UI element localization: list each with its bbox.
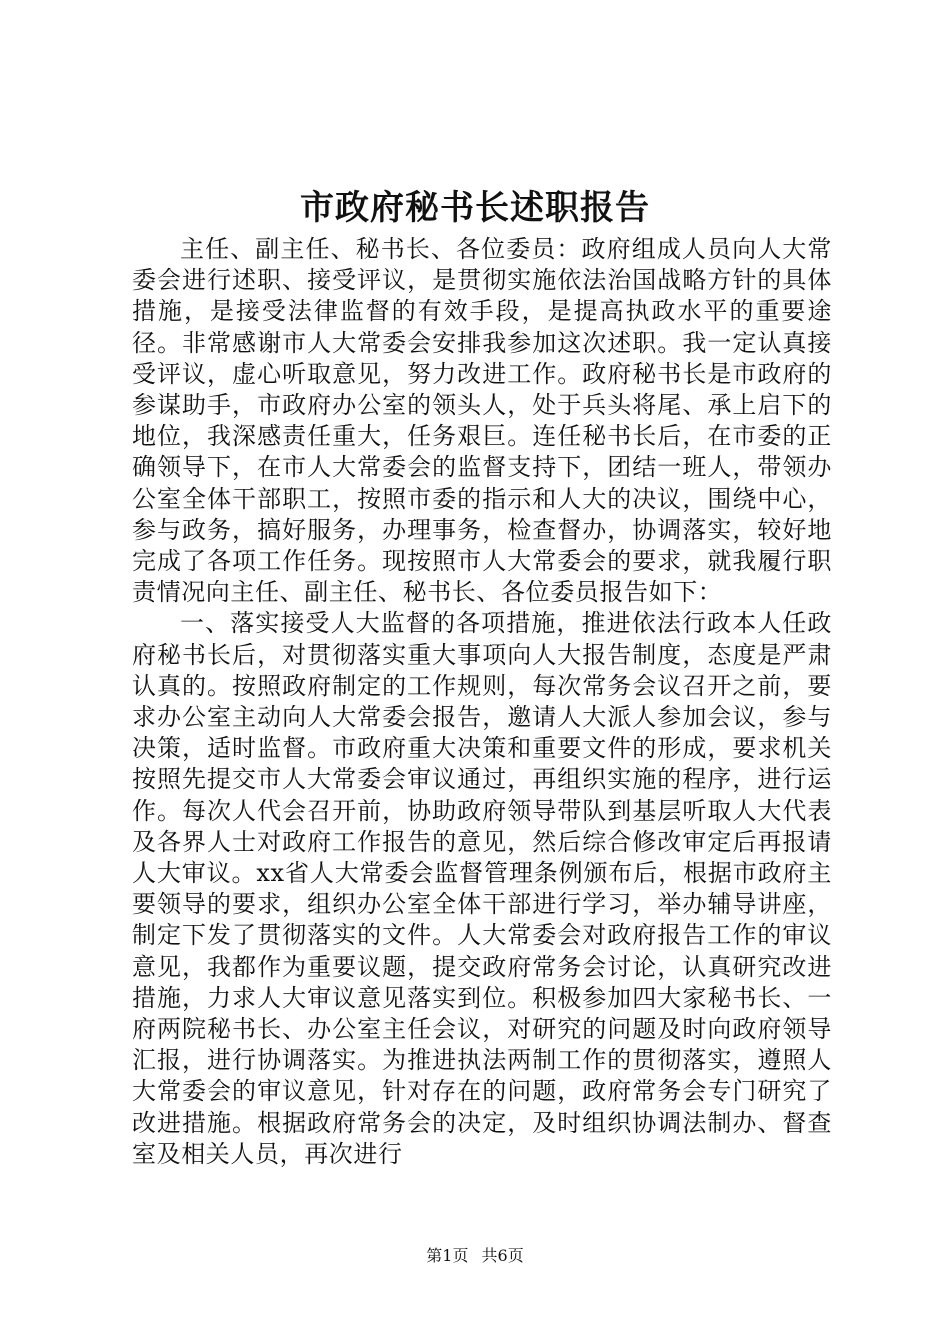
page-footer [0,1244,950,1268]
document-body [132,234,832,1170]
page-total: 共6页 [481,1246,524,1265]
document-title: 市政府秘书长述职报告 [300,188,650,228]
page-number: 第1页 [426,1246,469,1265]
paragraph-intro: 主任、副主任、秘书长、各位委员：政府组成人员向人大常委会进行述职、接受评议，是贯彻实施依法治国战略方针的具体措施，是接受法律监督的有效手段，是提高执政水平的重要途径。非常感谢市人大常委会安排我参加这次述职。我一定认真接受评议，虚心听取意见，努力改进工作。政府秘书长是市政府的参谋助手，市政府办公室的领头人，处于兵头将尾、承上启下的地位，我深感责任重大，任务艰巨。连任秘书长后，在市委的正确领导下，在市人大常委会的监督支持下，团结一班人，带领办公室全体干部职工，按照市委的指示和人大的决议，围绕中心，参与政务，搞好服务，办理事务，检查督办，协调落实，较好地完成了各项工作任务。现按照市人大常委会的要求，就我履行职责情况向主任、副主任、秘书长、各位委员报告如下： [132,235,832,607]
paragraph-section-1: 一、落实接受人大监督的各项措施，推进依法行政本人任政府秘书长后，对贯彻落实重大事项向人大报告制度，态度是严肃认真的。按照政府制定的工作规则，每次常务会议召开之前，要求办公室主动向人大常委会报告，邀请人大派人参加会议，参与决策，适时监督。市政府重大决策和重要文件的形成，要求机关按照先提交市人大常委会审议通过，再组织实施的程序，进行运作。每次人代会召开前，协助政府领导带队到基层听取人大代表及各界人士对政府工作报告的意见，然后综合修改审定后再报请人大审议。xx省人大常委会监督管理条例颁布后，根据市政府主要领导的要求，组织办公室全体干部进行学习，举办辅导讲座，制定下发了贯彻落实的文件。人大常委会对政府报告工作的审议意见，我都作为重要议题，提交政府常务会讨论，认真研究改进措施，力求人大审议意见落实到位。积极参加四大家秘书长、一府两院秘书长、办公室主任会议，对研究的问题及时向政府领导汇报，进行协调落实。为推进执法两制工作的贯彻落实，遵照人大常委会的审议意见，针对存在的问题，政府常务会专门研究了改进措施。根据政府常务会的决定，及时组织协调法制办、督查室及相关人员，再次进行 [132,609,832,1168]
